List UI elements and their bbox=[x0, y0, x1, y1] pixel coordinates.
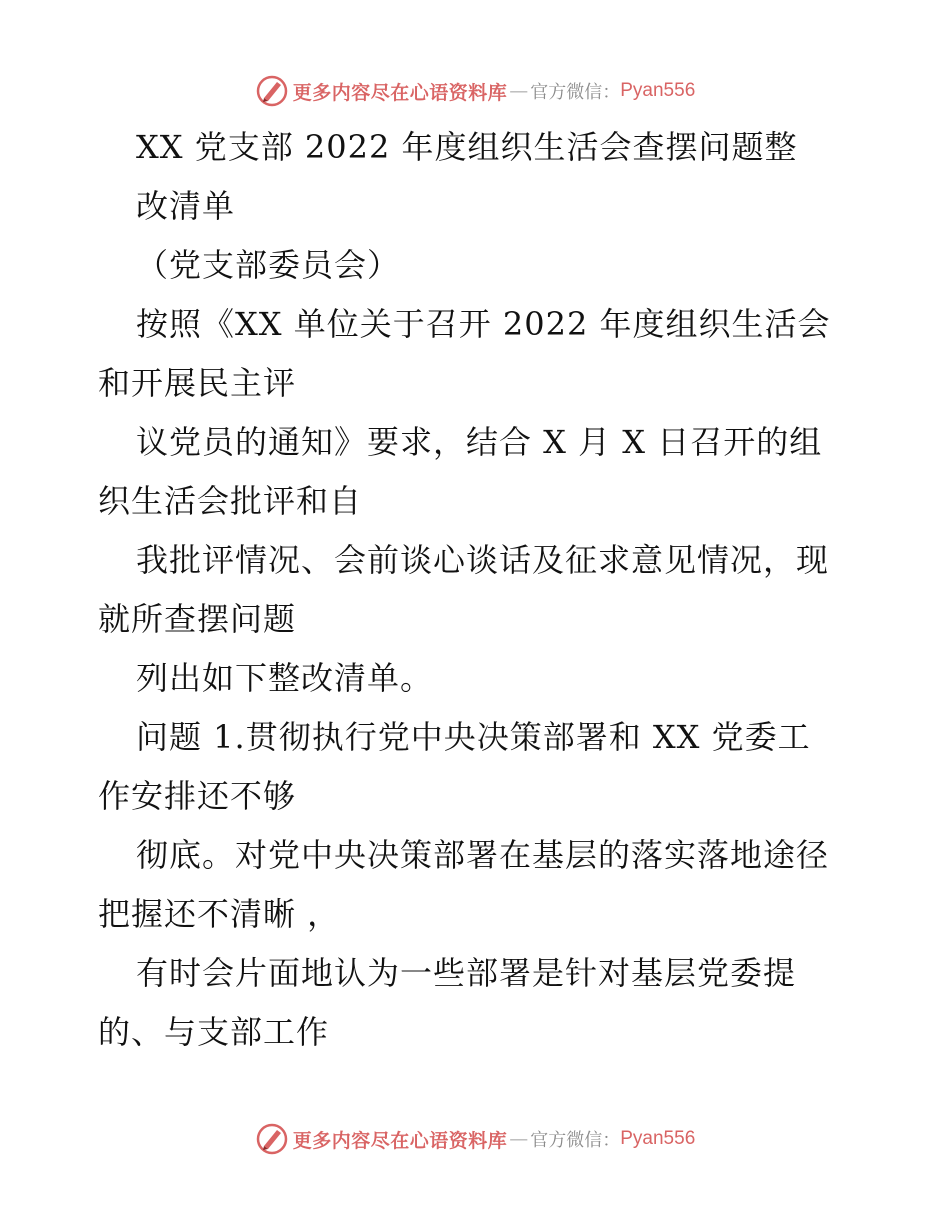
body-line: 问题 1.贯彻执行党中央决策部署和 XX 党委工 bbox=[136, 718, 811, 756]
body-line: 和开展民主评 bbox=[98, 364, 297, 402]
subtitle-line: （党支部委员会） bbox=[136, 246, 401, 284]
brand-logo-icon bbox=[255, 1122, 289, 1156]
title-line-1: XX 党支部 2022 年度组织生活会查摆问题整 bbox=[136, 128, 798, 166]
header-watermark bbox=[0, 71, 950, 111]
body-line: 作安排还不够 bbox=[98, 777, 297, 815]
brand-logo-icon bbox=[255, 74, 289, 108]
body-line: 就所查摆问题 bbox=[98, 600, 297, 638]
watermark-id: Pyan556 bbox=[620, 80, 696, 101]
body-line: 我批评情况、会前谈心谈话及征求意见情况，现 bbox=[136, 541, 830, 579]
document-body bbox=[98, 124, 878, 1068]
body-line: 议党员的通知》要求，结合 X 月 X 日召开的组 bbox=[136, 423, 823, 461]
watermark-dash: — bbox=[509, 80, 529, 102]
watermark-dash: — bbox=[509, 1128, 529, 1150]
body-line: 按照《XX 单位关于召开 2022 年度组织生活会 bbox=[136, 305, 831, 343]
body-line: 的、与支部工作 bbox=[98, 1013, 330, 1051]
watermark-brand: 更多内容尽在心语资料库 bbox=[292, 1129, 508, 1152]
body-line: 有时会片面地认为一些部署是针对基层党委提 bbox=[136, 954, 797, 992]
watermark-id: Pyan556 bbox=[620, 1128, 696, 1149]
watermark-label: 官方微信： bbox=[530, 1130, 621, 1151]
body-line: 彻底。对党中央决策部署在基层的落实落地途径 bbox=[136, 836, 830, 874]
body-line: 列出如下整改清单。 bbox=[136, 659, 434, 697]
watermark-brand: 更多内容尽在心语资料库 bbox=[292, 81, 508, 104]
body-line: 把握还不清晰 ， bbox=[98, 895, 341, 933]
watermark-label: 官方微信： bbox=[530, 82, 621, 103]
title-line-2: 改清单 bbox=[136, 187, 236, 225]
footer-watermark bbox=[0, 1119, 950, 1159]
body-line: 织生活会批评和自 bbox=[98, 482, 363, 520]
